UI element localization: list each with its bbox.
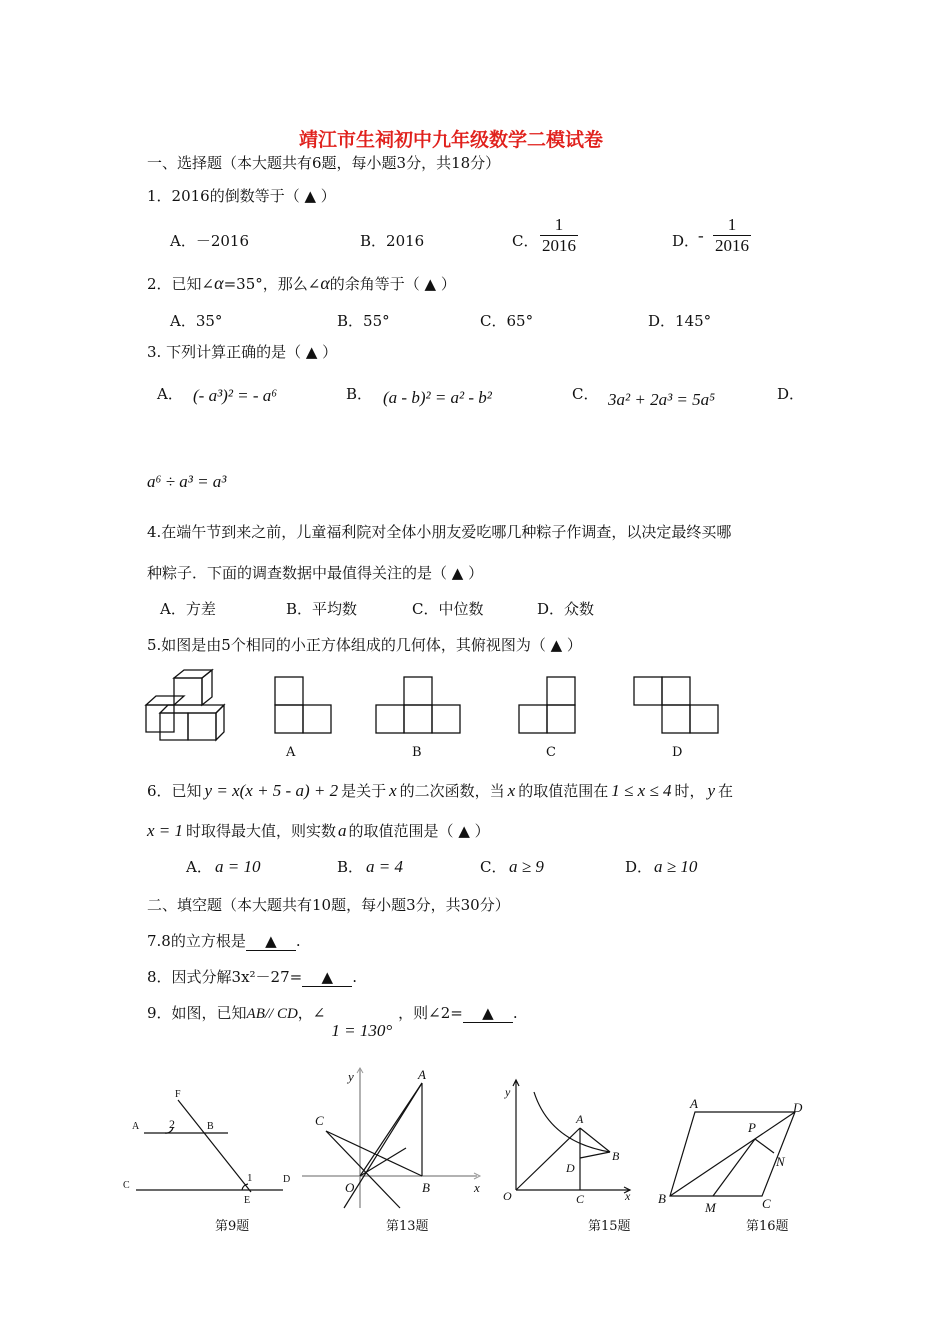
question-9-post: ，则∠2= — [398, 1004, 463, 1022]
question-6-line-2 — [147, 820, 490, 841]
option-d-top-view — [634, 677, 720, 735]
fig15-label-y: y — [505, 1085, 511, 1099]
section-heading-2: 二、填空题（本大题共有10题，每小题3分，共30分） — [147, 896, 510, 914]
q6-text: 的取值范围在 — [518, 782, 609, 800]
question-1-option-a: A．－2016 — [170, 232, 250, 250]
fig15-label-b: B — [612, 1149, 620, 1163]
fig13-label-x: x — [474, 1180, 480, 1195]
fig15-label-d: D — [566, 1161, 575, 1175]
question-2-stem-pre: 2．已知∠ — [147, 275, 215, 293]
question-2-stem — [147, 273, 456, 294]
option-d-caption: D — [672, 745, 683, 760]
question-3-stem: 3. 下列计算正确的是（ ▲ ） — [147, 343, 338, 361]
q6-var-a: a — [338, 821, 347, 840]
option-c-top-view — [519, 677, 577, 735]
alpha-symbol: α — [214, 273, 224, 293]
question-6-line-1 — [147, 780, 733, 801]
figure-9-caption: 第9题 — [215, 1219, 250, 1234]
question-9-mid: ，∠ — [297, 1004, 326, 1022]
question-4-line-1: 4.在端午节到来之前，儿童福利院对全体小朋友爱吃哪几种粽子作调查，以决定最终买哪 — [147, 523, 732, 541]
question-5-stem: 5.如图是由5个相同的小正方体组成的几何体，其俯视图为（ ▲ ） — [147, 636, 582, 654]
question-9-pre: 9．如图，已知 — [147, 1004, 247, 1022]
figure-15-caption: 第15题 — [588, 1219, 631, 1234]
option-c-caption: C — [546, 745, 556, 760]
fig16-label-m: M — [705, 1200, 716, 1215]
figure-9 — [118, 1085, 298, 1205]
answer-blank: ▲ — [246, 932, 296, 951]
question-6-option-a: a = 10 — [215, 857, 261, 876]
question-7-stem: 7.8的立方根是 — [147, 932, 246, 950]
question-7 — [147, 930, 301, 951]
fig15-label-a: A — [576, 1112, 584, 1126]
answer-blank: ▲ — [463, 1004, 513, 1023]
question-6-option-b-label: B． — [337, 858, 364, 876]
option-b-top-view — [376, 677, 462, 735]
fig15-label-x: x — [625, 1189, 631, 1203]
q6-var-y: y — [707, 781, 716, 800]
fig16-label-p: P — [748, 1120, 756, 1135]
question-6-option-c-label: C． — [480, 858, 507, 876]
question-3-option-c-label: C． — [572, 385, 599, 403]
fig13-label-b: B — [422, 1180, 430, 1195]
fig13-label-y: y — [348, 1069, 354, 1084]
question-6-option-b: a = 4 — [366, 857, 403, 876]
figure-15 — [500, 1080, 640, 1205]
fig13-label-c: C — [315, 1113, 324, 1128]
section-heading-1: 一、选择题（本大题共有6题，每小题3分，共18分） — [147, 154, 501, 172]
question-1-option-d-label: D． — [672, 232, 700, 250]
answer-blank: ▲ — [302, 968, 352, 987]
question-9-angle1: 1 = 130° — [331, 1021, 393, 1040]
question-8-stem: 8．因式分解3x²－27= — [147, 968, 303, 986]
figure-16 — [655, 1098, 815, 1213]
fig13-label-a: A — [418, 1067, 426, 1082]
page-title: 靖江市生祠初中九年级数学二模试卷 — [299, 129, 604, 151]
fig16-label-a: A — [690, 1096, 698, 1111]
question-3-option-a-expr: (- a³)² = - a⁶ — [193, 386, 278, 405]
question-2-option-d: D．145° — [648, 312, 712, 330]
period: . — [512, 1004, 518, 1022]
question-2-option-b: B．55° — [337, 312, 390, 330]
fig15-label-c: C — [576, 1192, 585, 1206]
option-b-caption: B — [412, 745, 422, 760]
question-2-stem-post: 的余角等于（ ▲ ） — [329, 275, 456, 293]
question-1-stem: 1．2016的倒数等于（ ▲ ） — [147, 187, 336, 205]
fig15-label-o: O — [503, 1189, 512, 1203]
option-a-caption: A — [286, 745, 296, 760]
fig9-label-d: D — [283, 1174, 291, 1185]
q6-text: 时， — [674, 782, 705, 800]
question-1-option-c-label: C． — [512, 232, 539, 250]
q6-range-expr: 1 ≤ x ≤ 4 — [611, 781, 672, 800]
figure-13-caption: 第13题 — [386, 1219, 429, 1234]
fig9-label-f: F — [175, 1089, 181, 1100]
question-3-option-a-label: A． — [157, 385, 183, 403]
fig16-label-b: B — [658, 1191, 666, 1206]
question-9-parallel: AB// CD — [246, 1006, 298, 1022]
question-3-option-d-label: D． — [777, 385, 805, 403]
figure-13 — [302, 1068, 487, 1208]
figure-16-caption: 第16题 — [746, 1219, 789, 1234]
q6-text: 在 — [718, 782, 734, 800]
fig9-label-c: C — [123, 1180, 130, 1191]
question-9 — [147, 1002, 518, 1040]
question-1-option-d-minus: - — [698, 226, 704, 245]
fig13-label-o: O — [345, 1180, 355, 1195]
question-4-option-a: A．方差 — [160, 600, 216, 618]
q6-var-x: x — [507, 781, 516, 800]
question-2-stem-mid: =35°，那么∠ — [223, 275, 321, 293]
fig9-label-2: 2 — [169, 1117, 175, 1131]
alpha-symbol: α — [320, 273, 330, 293]
q6-text: 时取得最大值，则实数 — [186, 822, 337, 840]
q6-text: 是关于 — [341, 782, 387, 800]
question-6-option-c: a ≥ 9 — [509, 857, 544, 876]
q6-text: 的取值范围是（ ▲ ） — [348, 822, 490, 840]
option-a-top-view — [275, 677, 333, 735]
question-8 — [147, 966, 357, 987]
question-6-option-a-label: A． — [186, 858, 212, 876]
question-3-option-d-expr: a⁶ ÷ a³ = a³ — [147, 472, 227, 491]
q6-function-expr: y = x(x + 5 - a) + 2 — [204, 781, 339, 800]
question-4-line-2: 种粽子．下面的调查数据中最值得关注的是（ ▲ ） — [147, 564, 484, 582]
question-4-option-d: D．众数 — [537, 600, 595, 618]
fig9-label-e: E — [244, 1195, 251, 1206]
fig9-label-1: 1 — [247, 1172, 253, 1184]
q6-x-eq-1: x = 1 — [147, 821, 184, 840]
fraction-numerator: 1 — [554, 215, 564, 234]
cube-solid-figure — [140, 670, 235, 745]
question-1-option-d-fraction — [713, 215, 751, 255]
question-1-option-b: B．2016 — [360, 232, 425, 250]
q6-var-x: x — [389, 781, 397, 800]
question-4-option-b: B．平均数 — [286, 600, 358, 618]
period: . — [295, 932, 301, 950]
question-6-option-d: a ≥ 10 — [654, 857, 698, 876]
fig16-label-d: D — [793, 1100, 803, 1115]
fraction-denominator: 2016 — [542, 235, 576, 255]
question-1-option-c-fraction — [540, 215, 578, 255]
question-6-option-d-label: D． — [625, 858, 653, 876]
fig9-label-b: B — [207, 1121, 214, 1132]
fig9-label-a: A — [132, 1121, 140, 1132]
fraction-numerator: 1 — [727, 215, 737, 234]
question-2-option-a: A．35° — [170, 312, 223, 330]
fraction-denominator: 2016 — [715, 235, 749, 255]
period: . — [352, 968, 357, 986]
fig16-label-c: C — [762, 1196, 771, 1211]
question-3-option-b-expr: (a - b)² = a² - b² — [383, 388, 492, 407]
q6-text: 6．已知 — [147, 782, 202, 800]
question-3-option-c-expr: 3a² + 2a³ = 5a⁵ — [608, 390, 716, 409]
question-4-option-c: C．中位数 — [412, 600, 484, 618]
question-3-option-b-label: B． — [346, 385, 373, 403]
question-2-option-c: C．65° — [480, 312, 534, 330]
fig16-label-n: N — [776, 1154, 785, 1169]
q6-text: 的二次函数，当 — [399, 782, 505, 800]
